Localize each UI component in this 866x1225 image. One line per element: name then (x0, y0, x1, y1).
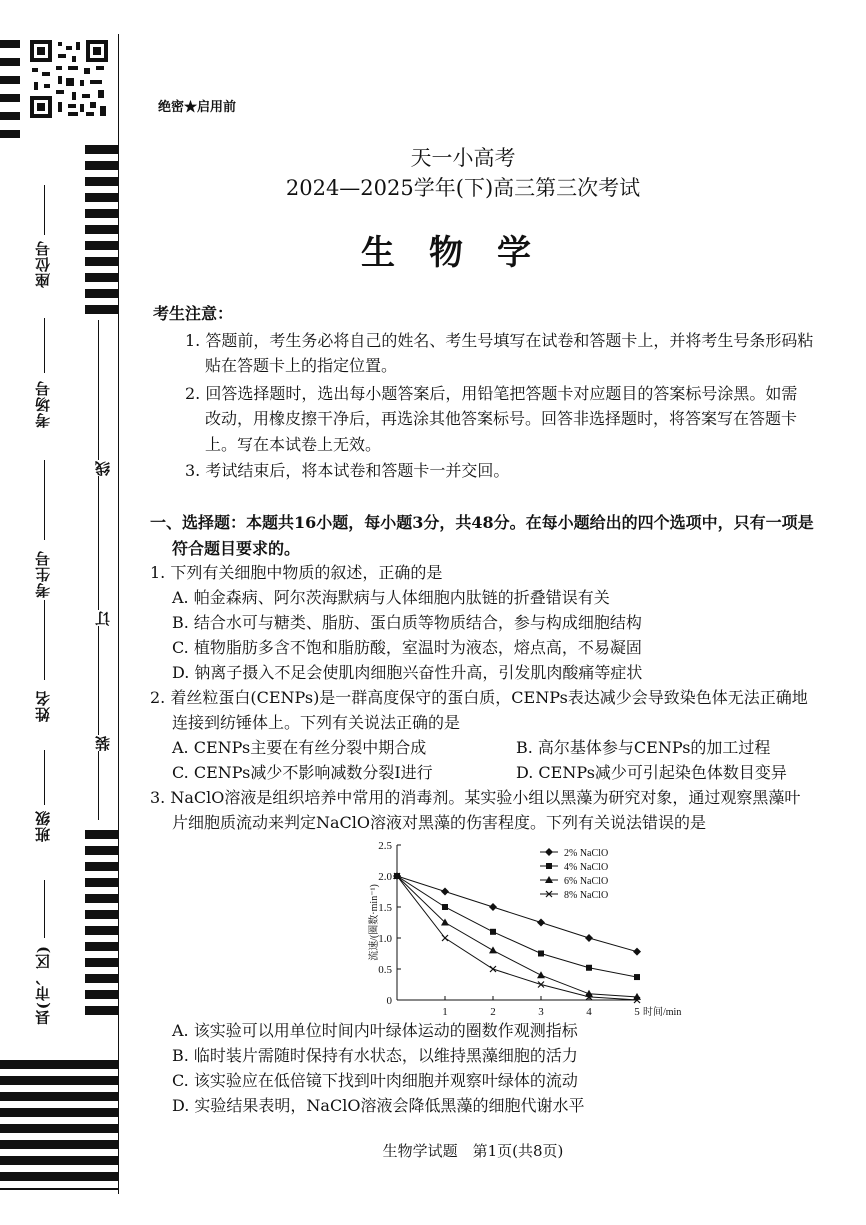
q1-option-c: C. 植物脂肪多含不饱和脂肪酸，室温时为液态，熔点高，不易凝固 (172, 638, 642, 657)
qr-code-icon (28, 38, 110, 120)
secret-label: 绝密★启用前 (158, 100, 237, 115)
binding-mark-order: 订 (94, 610, 112, 626)
notice-item: 上。写在本试卷上无效。 (205, 435, 382, 454)
q3-stem: 3. NaClO溶液是组织培养中常用的消毒剂。某实验小组以黑藻为研究对象，通过观察黑藻叶 (150, 788, 801, 807)
data-point (489, 946, 497, 953)
q1-stem: 1. 下列有关细胞中物质的叙述，正确的是 (150, 563, 443, 582)
x-tick-label: 1 (442, 1006, 448, 1018)
notice-title: 考生注意： (153, 304, 234, 323)
legend-marker (546, 863, 552, 869)
page-footer: 生物学试题 第1页(共8页) (382, 1142, 564, 1160)
series-line-0 (397, 876, 637, 952)
y-tick-label: 1.5 (378, 902, 392, 914)
q2-option-a: A. CENPs主要在有丝分裂中期合成 (172, 738, 427, 757)
exam-org: 天一小高考 (410, 146, 516, 170)
x-tick-label: 5 (634, 1006, 640, 1018)
subject-title: 生物学 (361, 233, 565, 273)
y-axis-label: 流速/(圈数·min⁻¹) (369, 884, 380, 961)
x-axis-label: 时间/min (643, 1007, 682, 1018)
q3-option-d: D. 实验结果表明，NaClO溶液会降低黑藻的细胞代谢水平 (172, 1096, 585, 1115)
section-heading-cont: 符合题目要求的。 (172, 539, 301, 558)
candidate-number-label: 考生号 (34, 550, 52, 598)
x-tick-label: 2 (490, 1006, 496, 1018)
binding-mark-line: 线 (94, 460, 112, 476)
class-label: 班级 (34, 810, 52, 842)
q3-option-c: C. 该实验应在低倍镜下找到叶肉细胞并观察叶绿体的流动 (172, 1071, 578, 1090)
notice-item: 1. 答题前，考生务必将自己的姓名、考生号填写在试卷和答题卡上，并将考生号条形码粘 (185, 331, 814, 350)
q2-stem-cont: 连接到纺锤体上。下列有关说法正确的是 (172, 713, 461, 732)
y-tick-label: 2.5 (378, 840, 392, 852)
legend-marker (545, 848, 553, 856)
seat-number-label: 座位号 (34, 240, 52, 288)
notice-item: 2. 回答选择题时，选出每小题答案后，用铅笔把答题卡对应题目的答案标号涂黑。如需 (185, 384, 798, 403)
binding-mark-bind: 装 (94, 735, 112, 751)
q2-option-b: B. 高尔基体参与CENPs的加工过程 (516, 738, 771, 757)
data-point (634, 974, 640, 980)
notice-item: 3. 考试结束后，将本试卷和答题卡一并交回。 (185, 461, 510, 480)
legend-label: 6% NaClO (564, 876, 609, 887)
q1-option-d: D. 钠离子摄入不足会使肌肉细胞兴奋性升高，引发肌肉酸痛等症状 (172, 663, 643, 682)
data-point (489, 903, 497, 911)
q1-option-a: A. 帕金森病、阿尔茨海默病与人体细胞内肽链的折叠错误有关 (172, 588, 610, 607)
data-point (537, 971, 545, 978)
y-tick-label: 2.0 (378, 871, 392, 883)
q2-option-d: D. CENPs减少可引起染色体数目变异 (516, 763, 787, 782)
name-label: 姓名 (34, 690, 52, 722)
data-point (537, 919, 545, 927)
x-tick-label: 3 (538, 1006, 544, 1018)
data-point (490, 929, 496, 935)
y-tick-label: 0 (386, 995, 392, 1007)
notice-item: 改动，用橡皮擦干净后，再选涂其他答案标号。回答非选择题时，将答案写在答题卡 (205, 409, 798, 428)
q3-option-b: B. 临时装片需随时保持有水状态，以维持黑藻细胞的活力 (172, 1046, 578, 1065)
notice-item: 贴在答题卡上的指定位置。 (205, 356, 398, 375)
flow-rate-chart (365, 832, 682, 1022)
q2-stem: 2. 着丝粒蛋白(CENPs)是一群高度保守的蛋白质，CENPs表达减少会导致染色体无法正确地 (150, 688, 808, 707)
y-tick-label: 1.0 (378, 933, 392, 945)
data-point (586, 965, 592, 971)
section-heading: 一、选择题：本题共16小题，每小题3分，共48分。在每小题给出的四个选项中，只有一项是 (150, 513, 814, 532)
data-point (538, 951, 544, 957)
q1-option-b: B. 结合水可与糖类、脂肪、蛋白质等物质结合，参与构成细胞结构 (172, 613, 642, 632)
x-tick-label: 4 (586, 1006, 592, 1018)
data-point (585, 934, 593, 942)
exam-room-label: 考场号 (34, 380, 52, 428)
data-point (633, 948, 641, 956)
q2-option-c: C. CENPs减少不影响减数分裂Ⅰ进行 (172, 763, 433, 782)
data-point (442, 904, 448, 910)
legend-label: 4% NaClO (564, 862, 609, 873)
legend-label: 2% NaClO (564, 848, 609, 859)
county-label: 县(市、区) (34, 945, 52, 1026)
q3-option-a: A. 该实验可以用单位时间内叶绿体运动的圈数作观测指标 (172, 1021, 578, 1040)
y-tick-label: 0.5 (378, 964, 392, 976)
exam-title: 2024—2025学年(下)高三第三次考试 (285, 176, 641, 200)
legend-label: 8% NaClO (564, 890, 609, 901)
data-point (441, 888, 449, 896)
q3-stem-cont: 片细胞质流动来判定NaClO溶液对黑藻的伤害程度。下列有关说法错误的是 (172, 813, 707, 832)
